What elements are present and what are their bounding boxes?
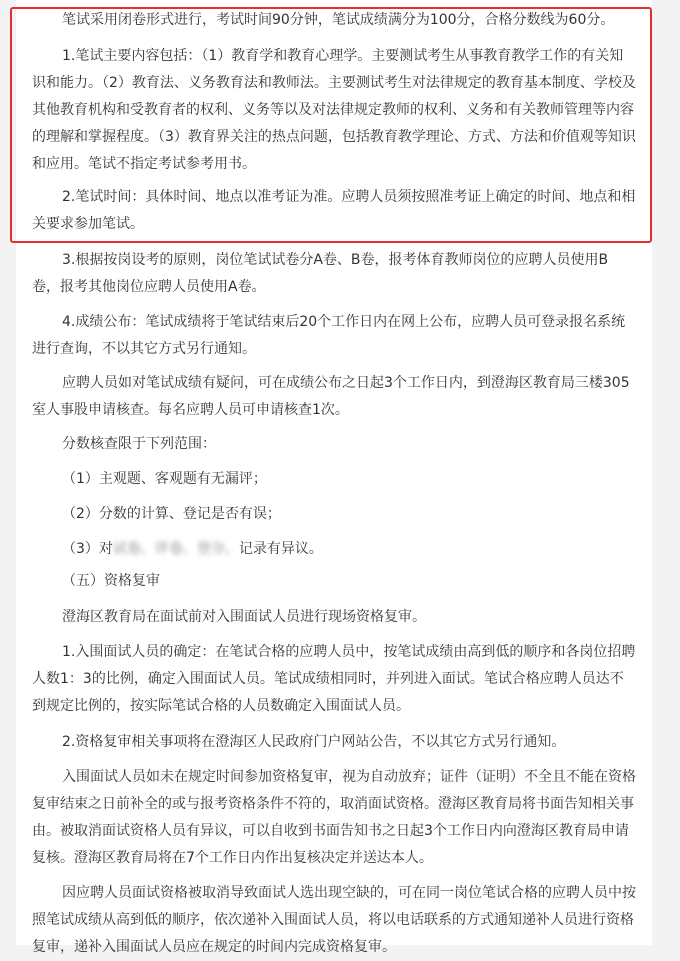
review-scope-heading: 分数核查限于下列范围： xyxy=(62,436,216,452)
qualification-review-intro: 澄海区教育局在面试前对入围面试人员进行现场资格复审。 xyxy=(62,609,426,625)
absence-rule-paragraph: 入围面试人员如未在规定时间参加资格复审，视为自动放弃；证件（证明）不全且不能在资格复审结束之日前补全的或与报考资格条件不符的，取消面试资格。澄海区教育局将书面告知相关事由。被取消面试资格人员有异议，可以自收到书面告知书之日起3个工作日内向澄海区教育局申请复核。澄海区教育局将在7个工作日内作出复核决定并送达本人。 xyxy=(32,769,636,866)
article-body xyxy=(16,0,652,955)
score-review-paragraph: 应聘人员如对笔试成绩有疑问，可在成绩公布之日起3个工作日内，到澄海区教育局三楼305室人事股申请核查。每名应聘人员可申请核查1次。 xyxy=(32,375,630,418)
exam-content-paragraph: 1.笔试主要内容包括：（1）教育学和教育心理学。主要测试考生从事教育教学工作的有关知识和能力。（2）教育法、义务教育法和教师法。主要测试考生对法律规定的教育基本制度、学校及其他教育机构和受教育者的权利、义务等以及对法律规定教师的权利、义务和有关教师管理等内容的理解和掌握程度。（3）教育界关注的热点问题，包括教育教学理论、方式、方法和价值观等知识和应用。笔试不指定考试参考用书。 xyxy=(32,48,636,172)
exam-format-paragraph: 笔试采用闭卷形式进行，考试时间90分钟，笔试成绩满分为100分，合格分数线为60分。 xyxy=(62,12,615,28)
review-notice-paragraph: 2.资格复审相关事项将在澄海区人民政府门户网站公告，不以其它方式另行通知。 xyxy=(62,734,566,750)
obscured-text: 试卷、评卷、登分、 xyxy=(112,541,239,557)
exam-paper-paragraph: 3.根据按岗设考的原则，岗位笔试试卷分A卷、B卷，报考体育教师岗位的应聘人员使用B卷，报考其他岗位应聘人员使用A卷。 xyxy=(32,252,609,295)
exam-time-paragraph: 2.笔试时间：具体时间、地点以准考证为准。应聘人员须按照准考证上确定的时间、地点和相关要求参加笔试。 xyxy=(32,189,636,232)
review-scope-item-3 xyxy=(32,536,636,563)
score-release-paragraph: 4.成绩公布：笔试成绩将于笔试结束后20个工作日内在网上公布，应聘人员可登录报名系统进行查询，不以其它方式另行通知。 xyxy=(32,314,626,357)
review-scope-item-3-suffix: 记录有异议。 xyxy=(238,541,323,557)
review-scope-item-3-prefix: （3）对 xyxy=(62,541,113,557)
section-heading-qualification-review: （五）资格复审 xyxy=(62,573,160,589)
substitution-paragraph: 因应聘人员面试资格被取消导致面试人选出现空缺的，可在同一岗位笔试合格的应聘人员中按照笔试成绩从高到低的顺序，依次递补入围面试人员，将以电话联系的方式通知递补人员进行资格复审，递补入围面试人员应在规定的时间内完成资格复审。 xyxy=(32,885,636,955)
review-scope-item-1: （1）主观题、客观题有无漏评； xyxy=(62,471,267,487)
review-scope-item-2: （2）分数的计算、登记是否有误； xyxy=(62,506,281,522)
interview-selection-paragraph: 1.入围面试人员的确定：在笔试合格的应聘人员中，按笔试成绩由高到低的顺序和各岗位招聘人数1：3的比例，确定入围面试人员。笔试成绩相同时，并列进入面试。笔试合格应聘人员达不到规定比例的，按实际笔试合格的人员数确定入围面试人员。 xyxy=(32,644,636,714)
